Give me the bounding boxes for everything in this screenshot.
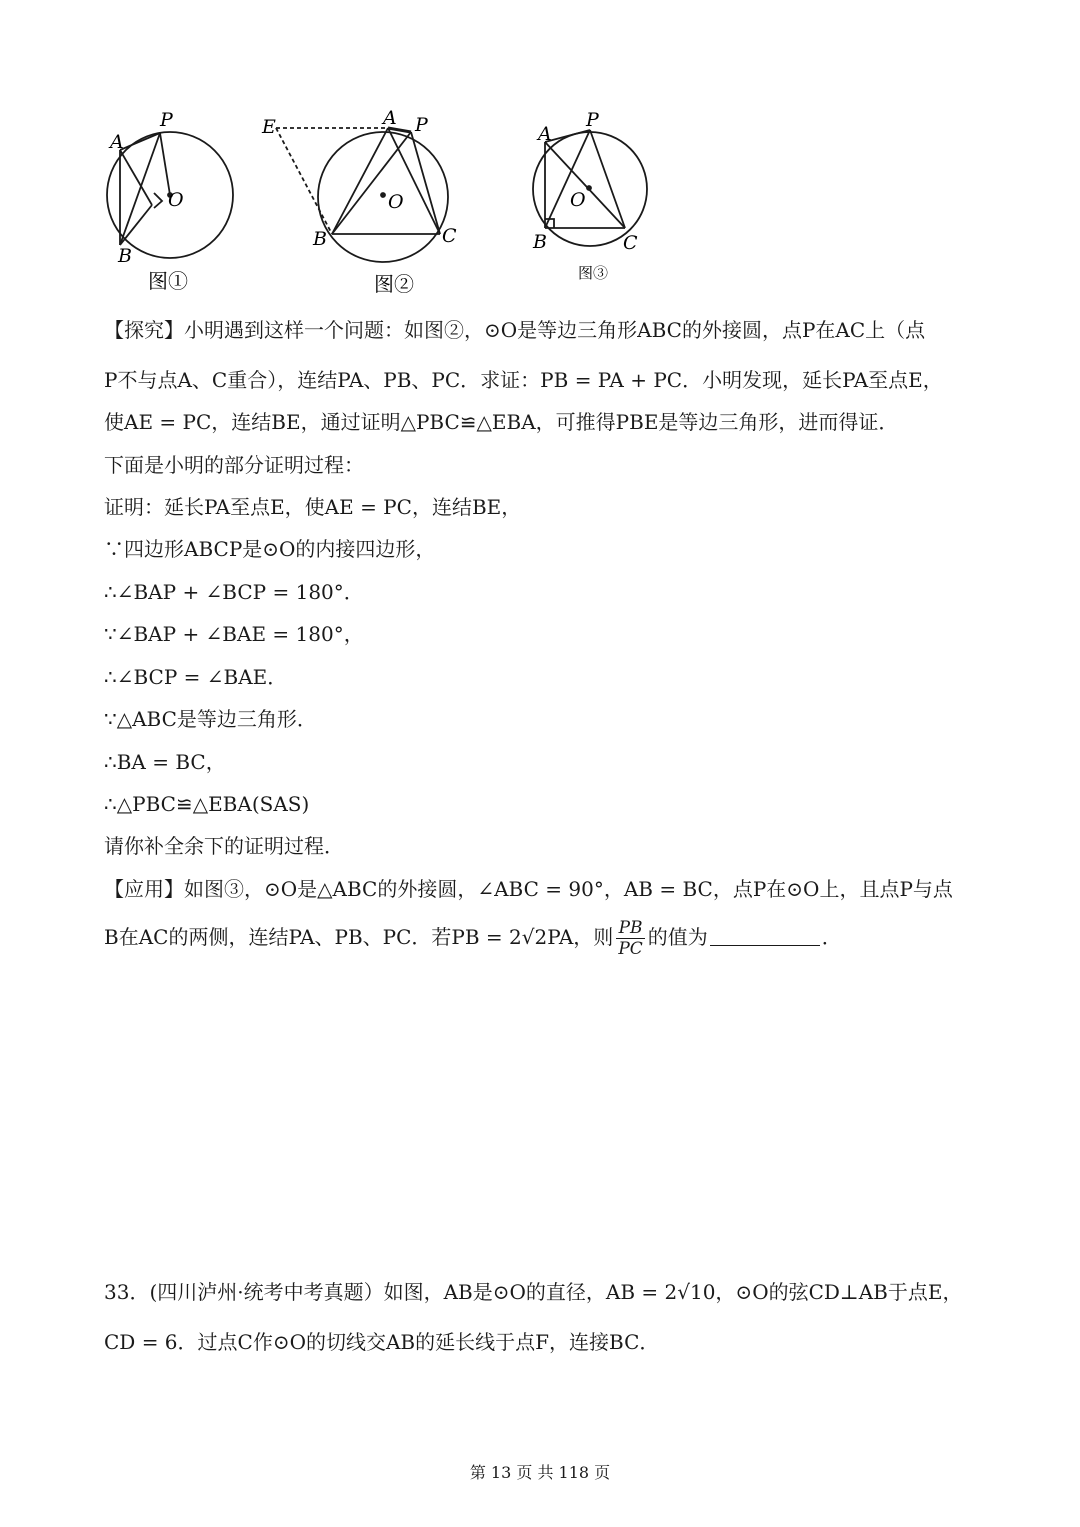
proof-line-2: ∴∠BAP + ∠BCP = 180°． bbox=[104, 580, 364, 604]
explore-line-1: 【探究】小明遇到这样一个问题：如图②，⊙O是等边三角形ABC的外接圆，点P在AC上（点 bbox=[104, 318, 926, 342]
ratio-fraction bbox=[616, 918, 644, 959]
apply-line-2 bbox=[104, 918, 984, 959]
apply-line-1: 【应用】如图③，⊙O是△ABC的外接圆，∠ABC = 90°，AB = BC，点P在⊙O上，且点P与点 bbox=[104, 877, 953, 901]
proof-line-7: ∴△PBC≌△EBA(SAS) bbox=[104, 792, 310, 816]
explore-line-2: P不与点A、C重合），连结PA、PB、PC．求证：PB = PA + PC．小明发现，延长PA至点E， bbox=[104, 368, 943, 392]
fig3-label-B: B bbox=[533, 231, 547, 253]
fig1-caption: 图① bbox=[148, 269, 188, 293]
explore-line-3: 使AE = PC，连结BE，通过证明△PBC≌△EBA，可推得PBE是等边三角形，进而得证． bbox=[104, 410, 899, 434]
fraction-denominator: PC bbox=[618, 939, 643, 959]
proof-line-1: ∵四边形ABCP是⊙O的内接四边形， bbox=[104, 537, 436, 561]
geometry-figures bbox=[90, 100, 690, 300]
fig2-caption: 图② bbox=[374, 272, 414, 296]
fig3-label-P: P bbox=[586, 109, 599, 131]
proof-line-3: ∵∠BAP + ∠BAE = 180°， bbox=[104, 622, 364, 646]
figure-3 bbox=[533, 130, 647, 246]
fig3-label-O: O bbox=[570, 189, 586, 211]
fig1-label-A: A bbox=[110, 131, 124, 153]
apply-line-2-end: ． bbox=[821, 925, 842, 949]
apply-line-2-suffix: 的值为 bbox=[647, 925, 708, 949]
proof-line-6: ∴BA = BC， bbox=[104, 750, 226, 774]
q33-line-2: CD = 6．过点C作⊙O的切线交AB的延长线于点F，连接BC． bbox=[104, 1330, 660, 1354]
fraction-numerator: PB bbox=[616, 918, 644, 939]
proof-intro: 下面是小明的部分证明过程： bbox=[104, 453, 364, 477]
fig2-label-A: A bbox=[383, 107, 397, 129]
fig3-caption: 图③ bbox=[578, 264, 609, 282]
fig3-label-C: C bbox=[623, 232, 638, 254]
fig2-label-C: C bbox=[442, 225, 457, 247]
proof-line-0: 证明：延长PA至点E，使AE = PC，连结BE， bbox=[104, 495, 522, 519]
fig1-label-O: O bbox=[168, 189, 184, 211]
proof-line-4: ∴∠BCP = ∠BAE． bbox=[104, 665, 288, 689]
fig1-label-B: B bbox=[118, 245, 132, 267]
fig1-label-P: P bbox=[160, 109, 173, 131]
figure-2 bbox=[276, 128, 448, 262]
q33-line-1: 33．(四川泸州·统考中考真题）如图，AB是⊙O的直径，AB = 2√10，⊙O的弦CD⊥AB于点E， bbox=[104, 1280, 963, 1304]
fig3-label-A: A bbox=[538, 123, 552, 145]
proof-line-5: ∵△ABC是等边三角形． bbox=[104, 707, 317, 731]
fig2-label-O: O bbox=[388, 191, 404, 213]
fig2-label-E: E bbox=[262, 116, 276, 138]
fig2-label-P: P bbox=[415, 114, 428, 136]
page-footer: 第 13 页 共 118 页 bbox=[469, 1463, 611, 1482]
proof-ask: 请你补全余下的证明过程． bbox=[104, 834, 344, 858]
fig2-label-B: B bbox=[313, 228, 327, 250]
apply-line-2-text: B在AC的两侧，连结PA、PB、PC．若PB = 2√2PA，则 bbox=[104, 925, 614, 949]
answer-blank bbox=[710, 925, 820, 946]
